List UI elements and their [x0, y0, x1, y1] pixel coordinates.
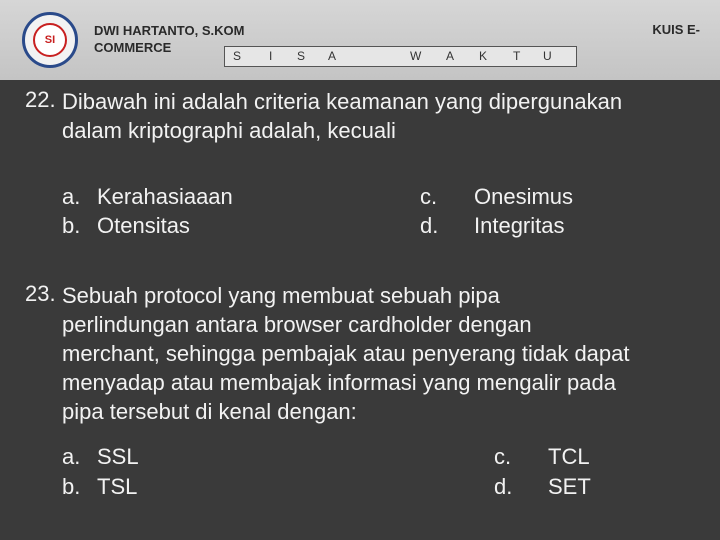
option-text: Otensitas [97, 213, 190, 238]
banner-letter: S [297, 49, 306, 63]
option-letter: b. [62, 213, 81, 238]
question-line: Sebuah protocol yang membuat sebuah pipa [62, 283, 500, 308]
banner-letter: U [543, 49, 552, 63]
question-line: Dibawah ini adalah criteria keamanan yang dipergunakan [62, 89, 623, 114]
option-text: SSL [97, 444, 139, 469]
option-letter: a. [62, 184, 81, 209]
question-line: pipa tersebut di kenal dengan: [62, 399, 357, 424]
banner-letter: S [233, 49, 242, 63]
question-number: 23. [25, 281, 56, 306]
question-line: merchant, sehingga pembajak atau penyerang tidak dapat [62, 341, 630, 366]
banner-letter: I [269, 49, 273, 63]
banner-letter: W [410, 49, 422, 63]
option-text: TSL [97, 474, 138, 499]
slide-header [0, 0, 720, 80]
banner-letter: A [446, 49, 455, 63]
author-line-1: DWI HARTANTO, S.KOM [94, 23, 245, 38]
option-text: Kerahasiaaan [97, 184, 233, 209]
banner-letter: K [479, 49, 488, 63]
time-banner [224, 46, 577, 67]
banner-letter: A [328, 49, 337, 63]
logo-emblem-icon: SI [33, 23, 67, 57]
question-line: menyadap atau membajak informasi yang mengalir pada [62, 370, 616, 395]
slide-body [0, 80, 720, 540]
banner-letter: T [513, 49, 521, 63]
question-text [62, 281, 630, 426]
option-letter: c. [420, 184, 438, 209]
quiz-title: KUIS E- [652, 22, 700, 37]
question-line: dalam kriptographi adalah, kecuali [62, 118, 396, 143]
option-text: Integritas [474, 213, 565, 238]
question-line: perlindungan antara browser cardholder dengan [62, 312, 532, 337]
option-letter: a. [62, 444, 81, 469]
author-name [94, 22, 244, 56]
option-letter: c. [494, 444, 512, 469]
option-letter: d. [494, 474, 513, 499]
option-letter: b. [62, 474, 81, 499]
option-text: Onesimus [474, 184, 574, 209]
question-number: 22. [25, 87, 56, 112]
option-letter: d. [420, 213, 439, 238]
author-line-2: COMMERCE [94, 40, 172, 55]
option-text: TCL [548, 444, 590, 469]
university-logo [22, 12, 78, 68]
option-text: SET [548, 474, 591, 499]
question-text [62, 87, 622, 145]
